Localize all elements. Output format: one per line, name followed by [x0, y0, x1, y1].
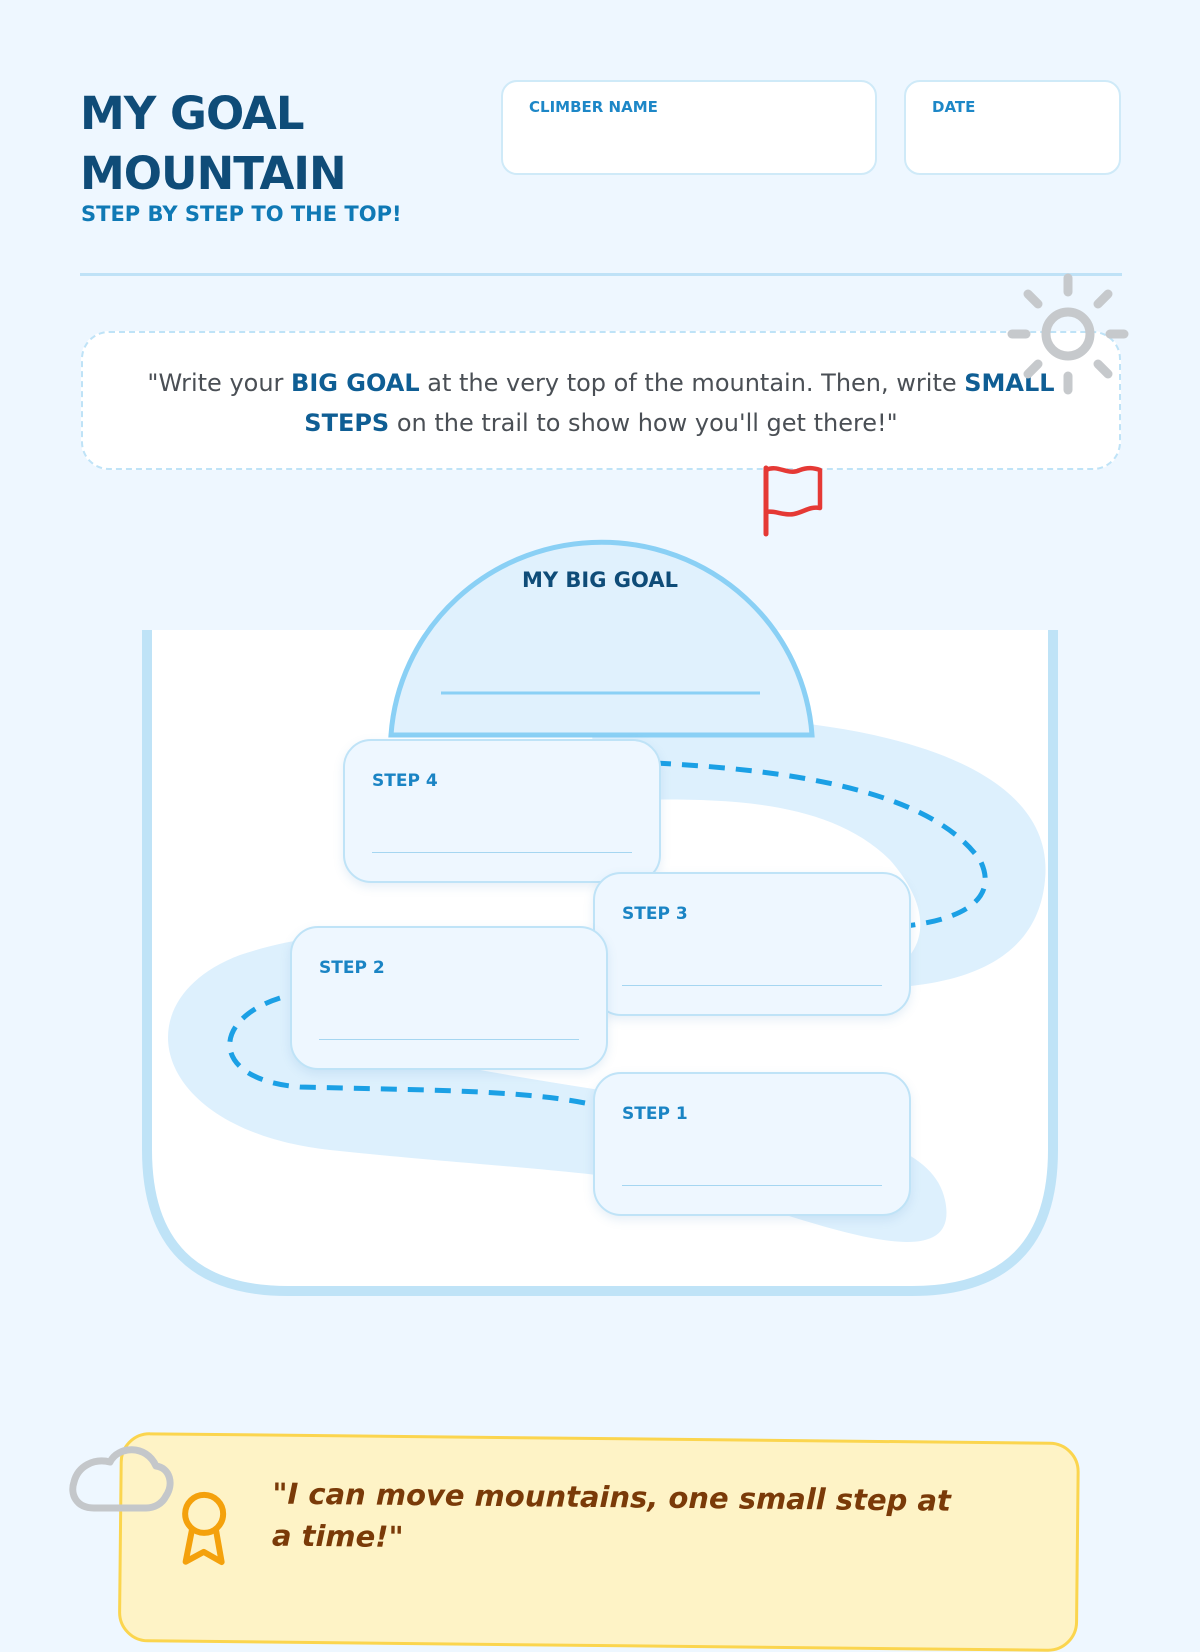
step-label: STEP 2 [319, 958, 385, 978]
step-label: STEP 4 [372, 771, 438, 791]
climber-name-label: CLIMBER NAME [529, 98, 658, 116]
step-label: STEP 1 [622, 1104, 688, 1124]
step-card-2[interactable] [290, 926, 608, 1070]
step-writing-line [622, 985, 882, 986]
step-card-1[interactable] [593, 1072, 911, 1216]
award-icon [178, 1490, 231, 1569]
flag-icon [758, 462, 828, 542]
instruction-bold-goal: BIG GOAL [291, 369, 420, 397]
page-subtitle: STEP BY STEP TO THE TOP! [81, 202, 402, 226]
step-writing-line [622, 1185, 882, 1186]
goal-label: MY BIG GOAL [522, 568, 678, 592]
instruction-bold-steps: SMALL STEPS [304, 369, 1055, 437]
step-card-4[interactable] [343, 739, 661, 883]
affirmation-text: "I can move mountains, one small step at a time!" [271, 1476, 952, 1554]
affirmation-card [118, 1432, 1080, 1652]
instruction-text: "Write your BIG GOAL at the very top of the mountain. Then, write SMALL STEPS on the trail to show how you'll get there!" [147, 369, 1055, 437]
title-line-2: MOUNTAIN [80, 147, 346, 200]
cloud-icon [66, 1438, 176, 1516]
title-line-1: MY GOAL [80, 87, 304, 140]
date-label: DATE [932, 98, 976, 116]
step-label: STEP 3 [622, 904, 688, 924]
step-writing-line [319, 1039, 579, 1040]
step-writing-line [372, 852, 632, 853]
step-card-3[interactable] [593, 872, 911, 1016]
